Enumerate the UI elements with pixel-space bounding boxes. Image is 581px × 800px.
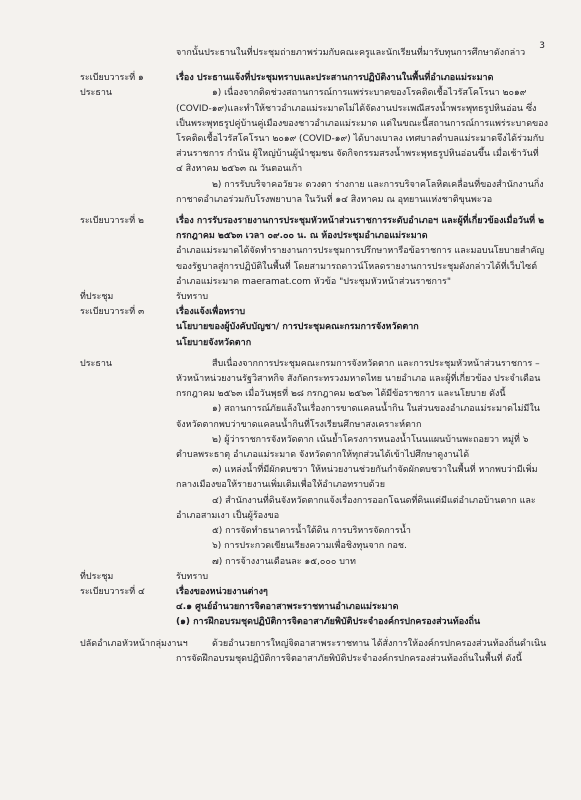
agenda-3-heading — [0, 305, 581, 320]
meeting-minutes-body — [0, 46, 581, 667]
block-label — [0, 524, 176, 539]
block-label — [0, 402, 176, 432]
block-text: ๕) การจัดทำธนาคารน้ำใต้ดิน การบริหารจัดการน้ำ — [212, 526, 411, 537]
block-label — [0, 433, 176, 463]
agenda-3-item-6 — [0, 539, 581, 554]
agenda-3-resolution — [0, 570, 581, 585]
block-label: ที่ประชุม — [80, 571, 114, 582]
block-text: ๔.๑ ศูนย์อำนวยการจิตอาสาพระราชทานอำเภอแม่ระมาด — [176, 602, 399, 613]
block-intro-photo — [0, 46, 581, 61]
block-label: ประธาน — [80, 358, 113, 369]
block-text: นโยบายจังหวัดตาก — [176, 337, 252, 348]
block-text: นโยบายของผู้บังคับบัญชา/ การประชุมคณะกรมการจังหวัดตาก — [176, 322, 419, 333]
block-text: ๖) การประกวดเขียนเรียงความเพื่อชิงทุนจาก กอช. — [212, 541, 407, 552]
block-text: เรื่องของหน่วยงานต่างๆ — [176, 586, 268, 597]
block-label — [0, 615, 176, 630]
block-label: ระเบียบวาระที่ ๔ — [80, 586, 145, 597]
agenda-1-heading — [0, 71, 581, 86]
agenda-3-chair-intro — [0, 357, 581, 403]
block-label — [0, 555, 176, 570]
block-label — [0, 539, 176, 554]
block-label: ระเบียบวาระที่ ๓ — [80, 307, 145, 318]
agenda-4-subsection-1 — [0, 615, 581, 630]
agenda-3-item-5 — [0, 524, 581, 539]
agenda-2-heading — [0, 214, 581, 244]
block-text: ๓) แหล่งน้ำที่มีผักตบชวา ให้หน่วยงานช่วยกันกำจัดผักตบชวาในพื้นที่ หากพบว่ามีเพิ่มกลางเมืองขอให้รายงานเพิ่มเติมเพื่อให้อำเภอทราบด้วย — [176, 465, 538, 491]
agenda-1-item-2 — [0, 178, 581, 208]
block-text: ๑) สถานการณ์ภัยแล้งในเรื่องการขาดแคลนน้ำกิน ในส่วนของอำเภอแม่ระมาดไม่มีในจังหวัดตากพบว่าขาดแคลนน้ำกินที่โรงเรียนศึกษาสงเคราะห์ตาก — [176, 404, 540, 430]
block-text: ๑) เนื่องจากติดช่วงสถานการณ์การแพร่ระบาดของโรคติดเชื้อไวรัสโคโรนา ๒๐๑๙ (COVID-๑๙)และทำให้ชาวอำเภอแม่ระมาดไม่ได้จัดงานประเพณีสรงน้ำพระพุทธรูปหินอ่อน ซึ่งเป็นพระพุทธรูปคู่บ้านคู่เมืองของชาวอำเภอแม่ระมาด แต่ในขณะนี้สถานการณ์การแพร่ระบาดของโรคติดเชื้อไวรัสโคโรนา ๒๐๑๙ (COVID-๑๙) ได้บางเบาลง เทศบาลตำบลแม่ระมาดจึงได้ร่วมกับส่วนราชการ กำนัน ผู้ใหญ่บ้านผู้นำชุมชน จัดกิจกรรมสรงน้ำพระพุทธรูปหินอ่อนขึ้น เมื่อเช้าวันที่ ๔ สิงหาคม ๒๕๖๓ ณ วันตอนเก้า — [176, 88, 549, 175]
block-text: จากนั้นประธานในที่ประชุมถ่ายภาพร่วมกับคณะครูและนักเรียนที่มารับทุนการศึกษาดังกล่าว — [176, 48, 526, 58]
agenda-4-section-1 — [0, 600, 581, 615]
block-text: รับทราบ — [176, 292, 209, 303]
block-text: เรื่อง ประธานแจ้งที่ประชุมทราบและประสานการปฏิบัติงานในพื้นที่อำเภอแม่ระมาด — [176, 73, 494, 84]
agenda-3-item-2 — [0, 433, 581, 463]
block-text: สืบเนื่องจากการประชุมคณะกรมการจังหวัดตาก และการประชุมหัวหน้าส่วนราชการ – หัวหน้าหน่วยงานรัฐวิสาหกิจ สังกัดกระทรวงมหาดไทย นายอำเภอ และผู้ที่เกี่ยวข้อง ประจำเดือนกรกฎาคม ๒๕๖๓ เมื่อวันพุธที่ ๒๘ กรกฎาคม ๒๕๖๓ ได้มีข้อราชการ และนโยบาย ดังนี้ — [176, 358, 541, 400]
agenda-4-district-officer — [0, 637, 581, 667]
block-text: เรื่องแจ้งเพื่อทราบ — [176, 307, 246, 318]
block-text: รับทราบ — [176, 571, 209, 582]
block-label: ระเบียบวาระที่ ๑ — [80, 73, 144, 84]
block-text: อำเภอแม่ระมาดได้จัดทำรายงานการประชุมการปรึกษาหารือข้อราชการ และมอบนโยบายสำคัญของรัฐบาลสู่การปฏิบัติในพื้นที่ โดยสามารถดาวน์โหลดรายงานการประชุมดังกล่าวได้ที่เว็บไซต์อำเภอแม่ระมาด maeramat.com หัวข้อ "ประชุมหัวหน้าส่วนราชการ" — [176, 246, 545, 287]
block-text: ๒) การรับบริจาคอวัยวะ ดวงตา ร่างกาย และการบริจาคโลหิตเคลื่อนที่ของสำนักงานกิ่งกาชาดอำเภอร่วมกับโรงพยาบาล ในวันที่ ๑๔ สิงหาคม ณ อุทยานแห่งชาติขุนพะวอ — [176, 179, 544, 205]
block-text: ๔) สำนักงานที่ดินจังหวัดตากแจ้งเรื่องการออกโฉนดที่ดินแต่มีแต่อำเภอบ้านตาก และอำเภอสามเงา เป็นผู้ร้องขอ — [176, 495, 536, 521]
agenda-3-item-7 — [0, 555, 581, 570]
block-label: ระเบียบวาระที่ ๒ — [80, 216, 144, 227]
block-text: เรื่อง การรับรองรายงานการประชุมหัวหน้าส่วนราชการระดับอำเภอฯ และผู้ที่เกี่ยวข้องเมื่อวันที่ ๒ กรกฎาคม ๒๕๖๓ เวลา ๐๙.๐๐ น. ณ ห้องประชุมอำเภอแม่ระมาด — [176, 216, 545, 242]
page-number: 3 — [539, 41, 545, 51]
agenda-3-subheading-2 — [0, 336, 581, 351]
agenda-3-item-3 — [0, 463, 581, 493]
block-text: ๗) การจ้างงานเดือนละ ๑๕,๐๐๐ บาท — [212, 556, 356, 567]
block-label — [0, 600, 176, 615]
block-label: ที่ประชุม — [80, 292, 114, 303]
agenda-2-resolution — [0, 290, 581, 305]
block-label — [0, 178, 176, 208]
block-label: ประธาน — [80, 88, 113, 99]
block-text: ๒) ผู้ว่าราชการจังหวัดตาก เน้นย้ำโครงการหนองน้ำโนนแผนบ้านพะถอยวา หมู่ที่ ๖ ตำบลพระธาตุ อำเภอแม่ระมาด จังหวัดตากให้ทุกส่วนได้เข้าไปศึกษาดูงานได้ — [176, 434, 529, 461]
block-label — [0, 320, 176, 335]
agenda-1-item-1 — [0, 86, 581, 177]
block-text: (๑) การฝึกอบรมชุดปฏิบัติการจิตอาสาภัยพิบัติประจำองค์กรปกครองส่วนท้องถิ่น — [176, 617, 481, 628]
block-label — [0, 336, 176, 351]
agenda-4-heading — [0, 585, 581, 600]
block-label: ปลัดอำเภอหัวหน้ากลุ่มงานฯ — [80, 638, 188, 649]
block-label — [0, 244, 176, 290]
block-label — [0, 463, 176, 493]
agenda-3-item-1 — [0, 402, 581, 432]
agenda-2-body — [0, 244, 581, 290]
agenda-3-subheading-1 — [0, 320, 581, 335]
block-label — [0, 46, 176, 61]
block-text: ด้วยอำนวยการใหญ่จิตอาสาพระราชทาน ได้สั่งการให้องค์กรปกครองส่วนท้องถิ่นดำเนินการจัดฝึกอบรมชุดปฏิบัติการจิตอาสาภัยพิบัติประจำองค์กรปกครองส่วนท้องถิ่นในพื้นที่ ดังนี้ — [176, 638, 547, 664]
block-label — [0, 494, 176, 524]
agenda-3-item-4 — [0, 494, 581, 524]
